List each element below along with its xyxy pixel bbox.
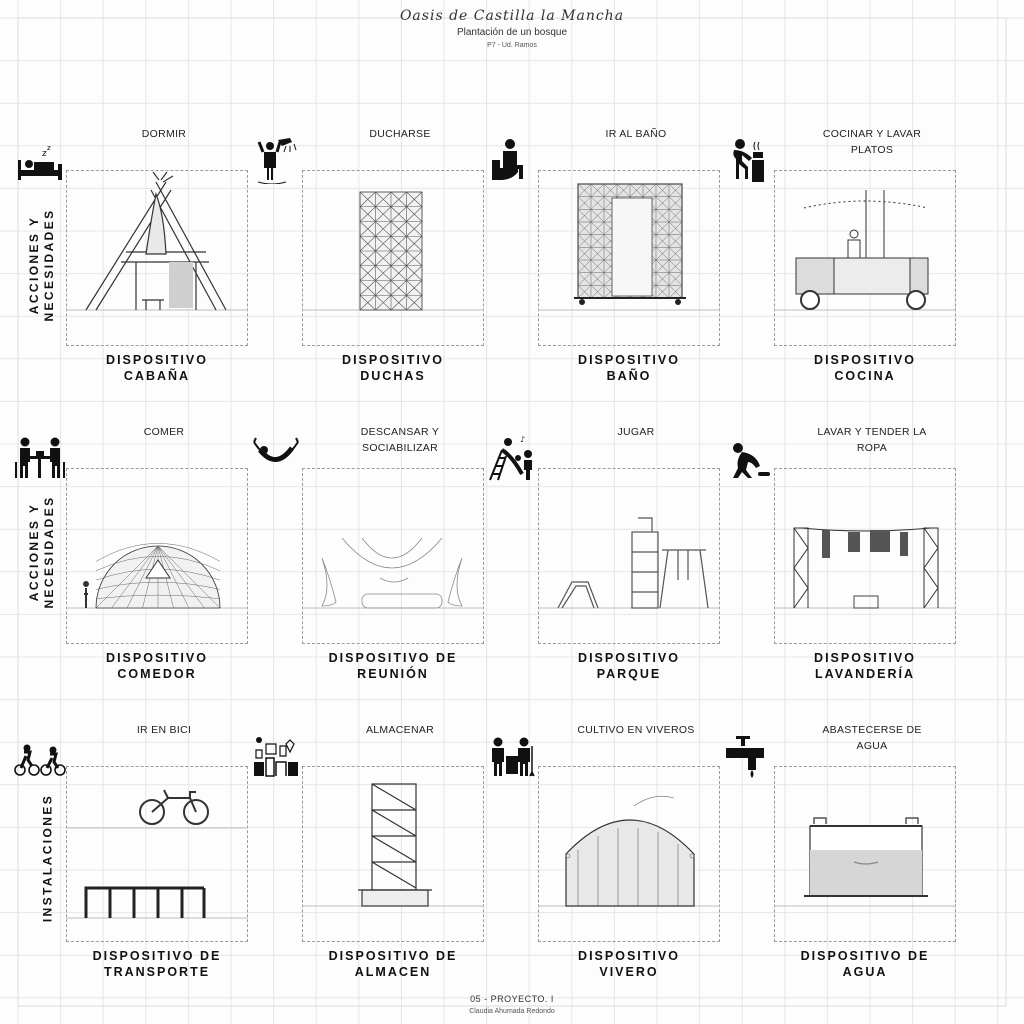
device-card <box>250 424 486 724</box>
author-name: Claudia Ahumada Redondo <box>469 1008 555 1015</box>
course-label: P7 - Ud. Ramos <box>487 42 537 49</box>
action-label: CULTIVO EN VIVEROS <box>577 724 695 736</box>
action-label: COMER <box>143 426 185 438</box>
action-label: ALMACENAR <box>365 724 435 736</box>
action-label: DUCHARSE <box>369 128 431 140</box>
device-name: DISPOSITIVO PARQUE <box>578 651 680 681</box>
device-elevation-drawing <box>66 468 248 644</box>
device-name: DISPOSITIVO LAVANDERÍA <box>814 651 916 681</box>
device-card <box>14 722 250 1022</box>
gardeners-icon <box>486 732 538 780</box>
device-name: DISPOSITIVO BAÑO <box>578 353 680 383</box>
device-card <box>722 126 958 426</box>
action-label: COCINAR Y LAVAR PLATOS <box>822 128 922 156</box>
device-card <box>250 722 486 1022</box>
device-elevation-drawing <box>302 170 484 346</box>
device-card <box>486 126 722 426</box>
water-tap-icon <box>722 732 774 780</box>
device-elevation-drawing <box>538 170 720 346</box>
row-label-3: INSTALACIONES <box>40 793 55 923</box>
hammock-icon <box>250 434 302 482</box>
device-name: DISPOSITIVO COMEDOR <box>106 651 208 681</box>
device-elevation-drawing <box>774 766 956 942</box>
action-label: LAVAR Y TENDER LA ROPA <box>817 426 927 454</box>
device-elevation-drawing <box>774 468 956 644</box>
device-card <box>722 722 958 1022</box>
sleeping-in-bed-icon <box>14 136 66 184</box>
device-elevation-drawing <box>66 170 248 346</box>
project-number: 05 - PROYECTO. I <box>470 994 554 1004</box>
action-label: IR AL BAÑO <box>605 128 667 140</box>
device-elevation-drawing <box>774 170 956 346</box>
device-name: DISPOSITIVO DE REUNIÓN <box>328 651 458 681</box>
action-label: ABASTECERSE DE AGUA <box>822 724 922 752</box>
device-elevation-drawing <box>538 766 720 942</box>
row-label-1: ACCIONES Y NECESIDADES <box>27 208 56 322</box>
device-card <box>250 126 486 426</box>
device-name: DISPOSITIVO DE AGUA <box>800 949 930 979</box>
page-subtitle: Plantación de un bosque <box>456 27 568 38</box>
svg-text:♪: ♪ <box>520 435 526 444</box>
device-name: DISPOSITIVO DE TRANSPORTE <box>92 949 222 979</box>
action-label: DESCANSAR Y SOCIABILIZAR <box>360 426 440 454</box>
device-name: DISPOSITIVO DE ALMACEN <box>328 949 458 979</box>
eating-icon <box>14 434 66 482</box>
device-card <box>14 126 250 426</box>
row-label-2: ACCIONES Y NECESIDADES <box>27 495 56 609</box>
action-label: DORMIR <box>141 128 187 140</box>
device-elevation-drawing <box>538 468 720 644</box>
device-card <box>486 424 722 724</box>
toilet-icon <box>486 136 538 184</box>
device-name: DISPOSITIVO DUCHAS <box>342 353 444 383</box>
device-card <box>486 722 722 1022</box>
action-label: IR EN BICI <box>136 724 192 736</box>
cooking-icon <box>722 136 774 184</box>
device-elevation-drawing <box>302 468 484 644</box>
page-title: Oasis de Castilla la Mancha <box>399 8 625 24</box>
action-label: JUGAR <box>617 426 655 438</box>
svg-text:z: z <box>47 144 51 152</box>
device-card <box>14 424 250 724</box>
storage-items-icon <box>250 732 302 780</box>
device-elevation-drawing <box>66 766 248 942</box>
playground-icon <box>486 434 538 482</box>
device-card <box>722 424 958 724</box>
device-elevation-drawing <box>302 766 484 942</box>
svg-text:z: z <box>42 149 47 159</box>
cyclists-icon <box>14 732 66 780</box>
device-name: DISPOSITIVO COCINA <box>814 353 916 383</box>
device-name: DISPOSITIVO VIVERO <box>578 949 680 979</box>
washing-clothes-icon <box>722 434 774 482</box>
shower-icon <box>250 136 302 184</box>
device-name: DISPOSITIVO CABAÑA <box>106 353 208 383</box>
